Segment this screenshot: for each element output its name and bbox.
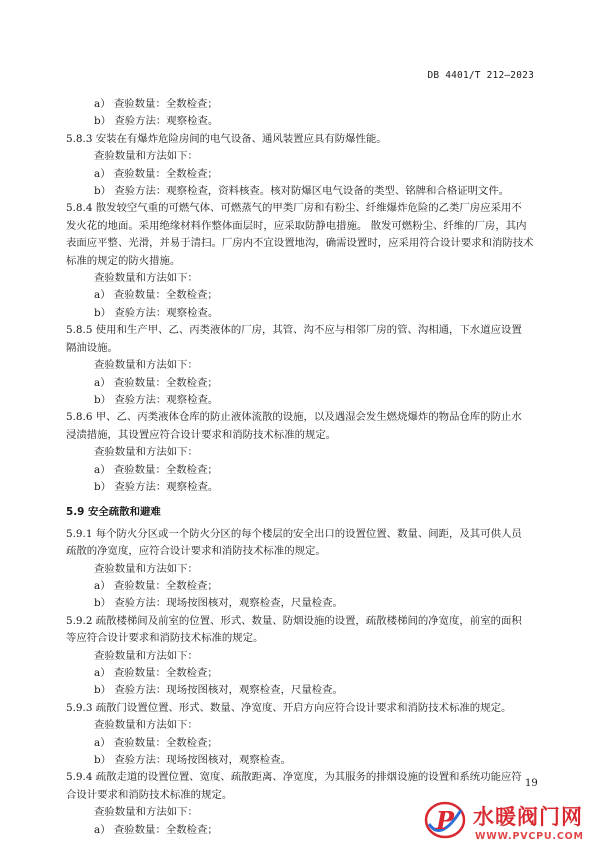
clause-text: 5.9.4 疏散走道的设置位置、宽度、疏散距离、净宽度，为其服务的排烟设施的设置和系统功能应符 [66,771,522,784]
clause-text: 5.9.2 疏散楼梯间及前室的位置、形式、数量、防烟设施的设置，疏散楼梯间的净宽度，前室的面积 [66,614,522,627]
body-line: a） 查验数量：全数检查； [94,376,218,389]
body-line: 发火花的地面。采用绝缘材料作整体面层时，应采取防静电措施。 散发可燃粉尘、纤维的厂房，其内 [66,219,527,232]
body-line: 查验数量和方法如下： [94,562,198,575]
page-number: 19 [525,778,538,789]
body-line: b） 查验方法：现场按图核对，观察检查，尺量检查。 [94,597,343,610]
body-line: a） 查验数量：全数检查； [94,98,218,110]
body-line: a） 查验数量：全数检查； [94,463,218,476]
body-line: 隔油设施。 [66,341,118,354]
watermark-url: WWW.PVCPU.COM [475,831,584,842]
clause-text: 5.8.4 散发较空气重的可燃气体、可燃蒸气的甲类厂房和有粉尘、纤维爆炸危险的乙类厂房应采用不 [66,202,522,215]
body-line: a） 查验数量：全数检查； [94,167,218,180]
clause-text: 5.9.3 疏散门设置位置、形式、数量、净宽度、开启方向应符合设计要求和消防技术标准的规定。 [66,701,512,714]
body-line: 查验数量和方法如下： [94,649,198,662]
document-code: DB 4401/T 212—2023 [427,70,534,81]
body-line: 标准的规定的防火措施。 [66,254,181,267]
body-line: 查验数量和方法如下： [94,446,198,459]
body-line: a） 查验数量：全数检查； [94,289,218,302]
body-line: b） 查验方法：现场按图核对，观察检查。 [94,754,291,767]
body-line: 查验数量和方法如下： [94,719,198,732]
body-line: 查验数量和方法如下： [94,359,198,372]
body-line: 表面应平整、光滑，并易于清扫。厂房内不宜设置地沟，确需设置时，应采用符合设计要求和消防技术 [66,237,534,250]
section-heading: 5.9 安全疏散和避难 [66,506,161,519]
document-body [66,96,536,839]
body-line: 等应符合设计要求和消防技术标准的规定。 [66,632,264,645]
body-line: a） 查验数量：全数检查； [94,579,218,592]
watermark-logo-letter: P [436,806,455,835]
clause-text: 5.8.3 安装在有爆炸危险房间的电气设备、通风装置应具有防爆性能。 [66,132,387,145]
clause-text: 5.9.1 每个防火分区或一个防火分区的每个楼层的安全出口的设置位置、数量、间距，及其可供人员 [66,527,522,540]
body-line: 查验数量和方法如下： [94,150,198,163]
body-line: b） 查验方法：现场按图核对，观察检查，尺量检查。 [94,684,343,697]
body-line: b） 查验方法：观察检查。 [94,480,219,493]
watermark-logo-icon [423,798,467,846]
clause-text: 5.8.6 甲、乙、丙类液体仓库的防止液体流散的设施，以及遇湿会发生燃烧爆炸的物品仓库的防止水 [66,411,522,424]
body-line: b） 查验方法：观察检查，资料核查。核对防爆区电气设备的类型、铭牌和合格证明文件。 [94,185,510,198]
body-line: b） 查验方法：观察检查。 [94,115,219,128]
body-line: 合设计要求和消防技术标准的规定。 [66,788,233,801]
clause-text: 5.8.5 使用和生产甲、乙、丙类液体的厂房，其管、沟不应与相邻厂房的管、沟相通，下水道应设置 [66,324,522,337]
body-line: a） 查验数量：全数检查； [94,667,218,679]
body-line: a） 查验数量：全数检查； [94,736,218,749]
site-watermark [423,798,600,848]
watermark-site-name: 水暖阀门网 [473,805,583,829]
body-line: a） 查验数量：全数检查； [94,823,218,836]
body-line: 查验数量和方法如下： [94,272,198,285]
body-line: 疏散的净宽度，应符合设计要求和消防技术标准的规定。 [66,545,326,558]
body-line: b） 查验方法：观察检查。 [94,393,219,406]
body-line: 查验数量和方法如下： [94,806,198,819]
body-line: 浸渍措施，其设置应符合设计要求和消防技术标准的规定。 [66,428,337,441]
body-line: b） 查验方法：观察检查。 [94,306,219,319]
